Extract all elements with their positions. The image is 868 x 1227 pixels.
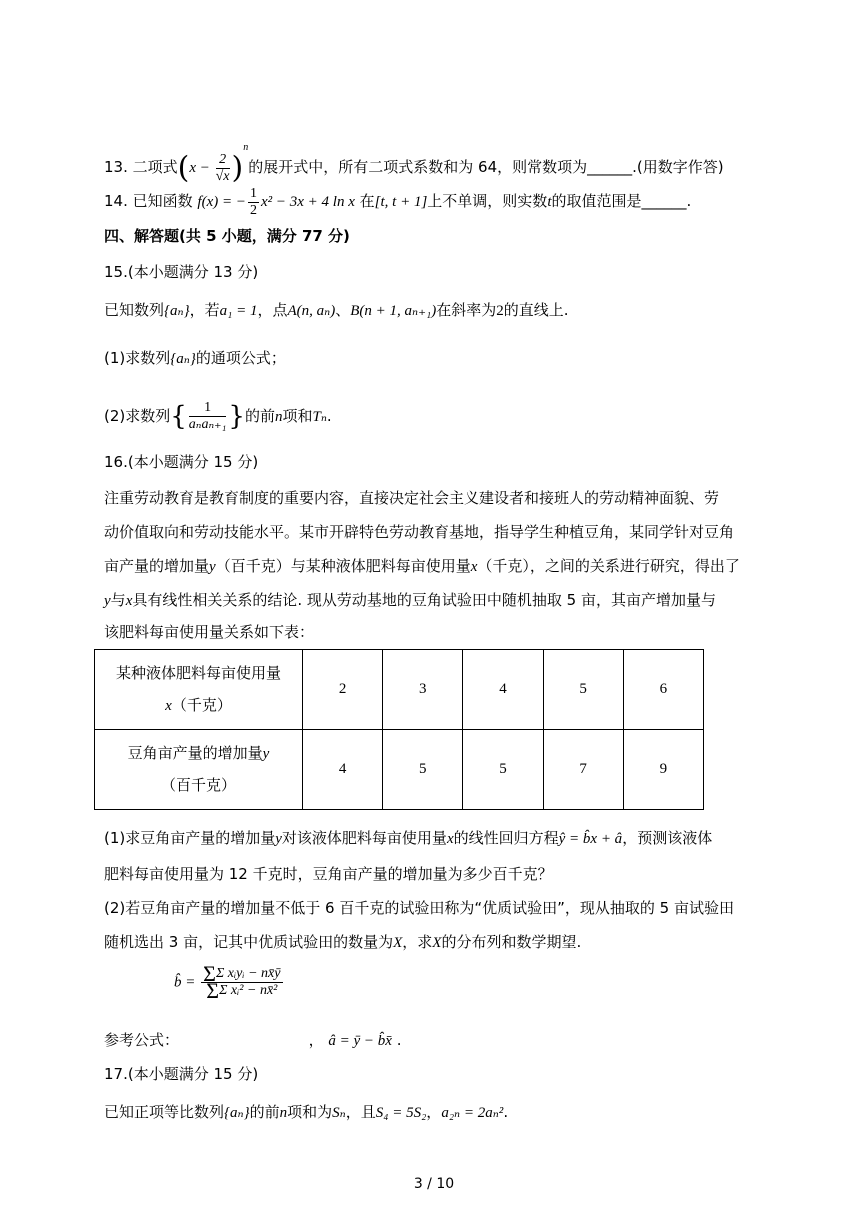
- binomial-expression: (x − $\frac{2}{√x}$ )$^n$: [177, 142, 249, 186]
- table-cell: 3: [383, 650, 463, 730]
- table-row: [95, 650, 704, 730]
- row-header: 豆角亩产量的增加量y （百千克）: [95, 730, 303, 810]
- question-15-header: 15.(本小题满分 13 分): [104, 263, 259, 281]
- question-15-stem: 已知数列{aₙ}，若a₁ = 1，点A(n, aₙ)、B(n + 1, aₙ₊₁)在斜率为2的直线上.: [104, 301, 569, 319]
- table-cell: 4: [303, 730, 383, 810]
- table-cell: 5: [543, 650, 623, 730]
- question-15-part-1: (1)求数列{aₙ}的通项公式；: [104, 349, 286, 367]
- table-cell: 5: [383, 730, 463, 810]
- question-13: 13. 二项式(x − $\frac{2}{√x}$ )$^n$的展开式中，所有二项式系数和为 64，则常数项为______.(用数字作答): [104, 142, 724, 186]
- question-16-para-line: 注重劳动教育是教育制度的重要内容，直接决定社会主义建设者和接班人的劳动精神面貌、劳: [104, 489, 720, 507]
- question-16-part-1-cont: 肥料每亩使用量为 12 千克时，豆角亩产量的增加量为多少百千克？: [104, 865, 553, 883]
- document-page: 13. 二项式(x − $\frac{2}{√x}$ )$^n$的展开式中，所有二项式系数和为 64，则常数项为______.(用数字作答) 14. 已知函数 f(x) = − $\frac{1}{2}$ x² − 3x + 4 ln x 在[t, t + 1]上不单调，则实数t的取值范围是______. 四、解答题(共 5 小题，满分 77 分) 15.(本小题满分 13 分) 已知数列{aₙ}，若a₁ = 1，点A(n, aₙ)、B(n + 1, aₙ₊₁)在斜率为2的直线上. (1)求数列{aₙ}的通项公式； (2)求数列{ $\frac{1}{\text{aₙaₙ₊₁}}$ }的前n项和Tₙ. 16.(本小题满分 15 分) 注重劳动教育是教育制度的重要内容，直接决定社会主义建设者和接班人的劳动精神面貌、劳 动价值取向和劳动技能水平。某市开辟特色劳动教育基地，指导学生种植豆角，某同学针对豆角 亩产量的增加量y（百千克）与某种液体肥料每亩使用量x（千克），之间的关系进行研究，得出了 y与x具有线性相关关系的结论. 现从劳动基地的豆角试验田中随机抽取 5 亩，其亩产增加量与 该肥料每亩使用量关系如下表： 某种液体肥料每亩使用量 x（千克） 2 3 4 5 6 豆角亩产量的增加量y （百千克） 4 5 5 7 9 (1)求豆角亩产量的增加量y对该液体肥料每亩使用量x的线性回归方程ŷ = b̂x + â，预测该液体 肥料每亩使用量为 12 千克时，豆角亩产量的增加量为多少百千克？ (2)若豆角亩产量的增加量不低于 6 百千克的试验田称为“优质试验田”，现从抽取的 5 亩试验田 随机选出 3 亩，记其中优质试验田的数量为X，求X的分布列和数学期望. b̂ = $\frac{\text{ΣΣ xᵢyᵢ − nx̄ȳ}}{\text{ΣΣ xᵢ² − nx̄²}}$ 参考公式： ， â = ȳ − b̂x̄ . 17.(本小题满分 15 分) 已知正项等比数列{aₙ}的前n项和为Sₙ，且S₄ = 5S₂，a₂ₙ = 2aₙ². 3 / 10: [0, 0, 868, 1227]
- question-15-part-2: (2)求数列{ $\frac{1}{\text{aₙaₙ₊₁}}$ }的前n项和Tₙ.: [104, 400, 332, 432]
- row-header: 某种液体肥料每亩使用量 x（千克）: [95, 650, 303, 730]
- question-16-header: 16.(本小题满分 15 分): [104, 453, 259, 471]
- question-16-para-line: 亩产量的增加量y（百千克）与某种液体肥料每亩使用量x（千克），之间的关系进行研究，得出了: [104, 557, 740, 575]
- question-16-para-line: 该肥料每亩使用量关系如下表：: [104, 623, 315, 641]
- table-cell: 6: [623, 650, 703, 730]
- question-16-para-line: y与x具有线性相关关系的结论. 现从劳动基地的豆角试验田中随机抽取 5 亩，其亩产增加量与: [104, 591, 716, 609]
- question-16-part-2: (2)若豆角亩产量的增加量不低于 6 百千克的试验田称为“优质试验田”，现从抽取的 5 亩试验田: [104, 899, 734, 917]
- question-16-part-1: (1)求豆角亩产量的增加量y对该液体肥料每亩使用量x的线性回归方程ŷ = b̂x + â，预测该液体: [104, 829, 713, 847]
- question-17-header: 17.(本小题满分 15 分): [104, 1065, 259, 1083]
- data-table: [94, 649, 704, 810]
- section-heading: 四、解答题(共 5 小题，满分 77 分): [104, 227, 350, 245]
- table-cell: 2: [303, 650, 383, 730]
- table-row: [95, 730, 704, 810]
- table-cell: 9: [623, 730, 703, 810]
- question-16-part-2-cont: 随机选出 3 亩，记其中优质试验田的数量为X，求X的分布列和数学期望.: [104, 933, 582, 951]
- table-cell: 5: [463, 730, 543, 810]
- table-cell: 7: [543, 730, 623, 810]
- question-16-para-line: 动价值取向和劳动技能水平。某市开辟特色劳动教育基地，指导学生种植豆角，某同学针对豆角: [104, 523, 735, 541]
- question-14: 14. 已知函数 f(x) = − $\frac{1}{2}$ x² − 3x + 4 ln x 在[t, t + 1]上不单调，则实数t的取值范围是______.: [104, 186, 692, 218]
- question-17-stem: 已知正项等比数列{aₙ}的前n项和为Sₙ，且S₄ = 5S₂，a₂ₙ = 2aₙ².: [104, 1103, 509, 1121]
- function-definition: f(x) = − $\frac{1}{2}$ x² − 3x + 4 ln x: [197, 186, 355, 218]
- table-cell: 4: [463, 650, 543, 730]
- page-number: 3 / 10: [413, 1176, 455, 1192]
